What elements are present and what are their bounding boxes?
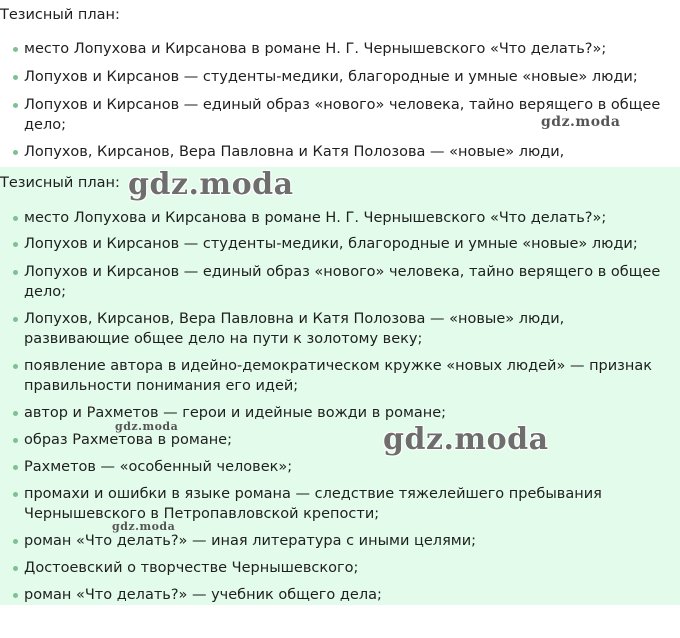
list-item: появление автора в идейно-демократическом кружке «новых людей» — признак правильности понимания его идей; xyxy=(24,356,664,396)
list-item: Достоевский о творчестве Чернышевского; xyxy=(24,558,674,578)
list-item: место Лопухова и Кирсанова в романе Н. Г. Чернышевского «Что делать?»; xyxy=(24,39,674,59)
plan-heading: Тезисный план: xyxy=(0,175,120,191)
list-item: Лопухов, Кирсанов, Вера Павловна и Катя Полозова — «новые» люди, развивающие общее дело на пути к золотому веку; xyxy=(24,309,664,349)
top-plan-block xyxy=(0,0,680,167)
list-item: Лопухов и Кирсанов — единый образ «нового» человека, тайно верящего в общее дело; xyxy=(24,95,664,135)
list-item: Лопухов и Кирсанов — студенты-медики, благородные и умные «новые» люди; xyxy=(24,234,674,254)
list-item: промахи и ошибки в языке романа — следствие тяжелейшего пребывания Чернышевского в Петропавловской крепости; xyxy=(24,484,614,524)
bottom-plan-block xyxy=(0,167,680,605)
list-item: образ Рахметова в романе; xyxy=(24,430,674,450)
watermark: gdz.moda xyxy=(115,420,179,433)
watermark: gdz.moda xyxy=(541,114,621,130)
list-item: роман «Что делать?» — учебник общего дела; xyxy=(24,585,674,605)
plan-heading: Тезисный план: xyxy=(0,7,120,23)
list-item: Лопухов, Кирсанов, Вера Павловна и Катя Полозова — «новые» люди, xyxy=(24,142,674,182)
list-item: место Лопухова и Кирсанова в романе Н. Г. Чернышевского «Что делать?»; xyxy=(24,208,674,228)
watermark: gdz.moda xyxy=(383,422,549,457)
list-item: роман «Что делать?» — иная литература с иными целями; xyxy=(24,531,674,551)
list-item: автор и Рахметов — герои и идейные вожди в романе; xyxy=(24,403,674,423)
watermark: gdz.moda xyxy=(112,520,176,533)
list-item: Рахметов — «особенный человек»; xyxy=(24,457,674,477)
list-item: Лопухов и Кирсанов — единый образ «нового» человека, тайно верящего в общее дело; xyxy=(24,262,664,302)
watermark: gdz.moda xyxy=(128,167,294,202)
list-item: Лопухов и Кирсанов — студенты-медики, благородные и умные «новые» люди; xyxy=(24,67,674,87)
